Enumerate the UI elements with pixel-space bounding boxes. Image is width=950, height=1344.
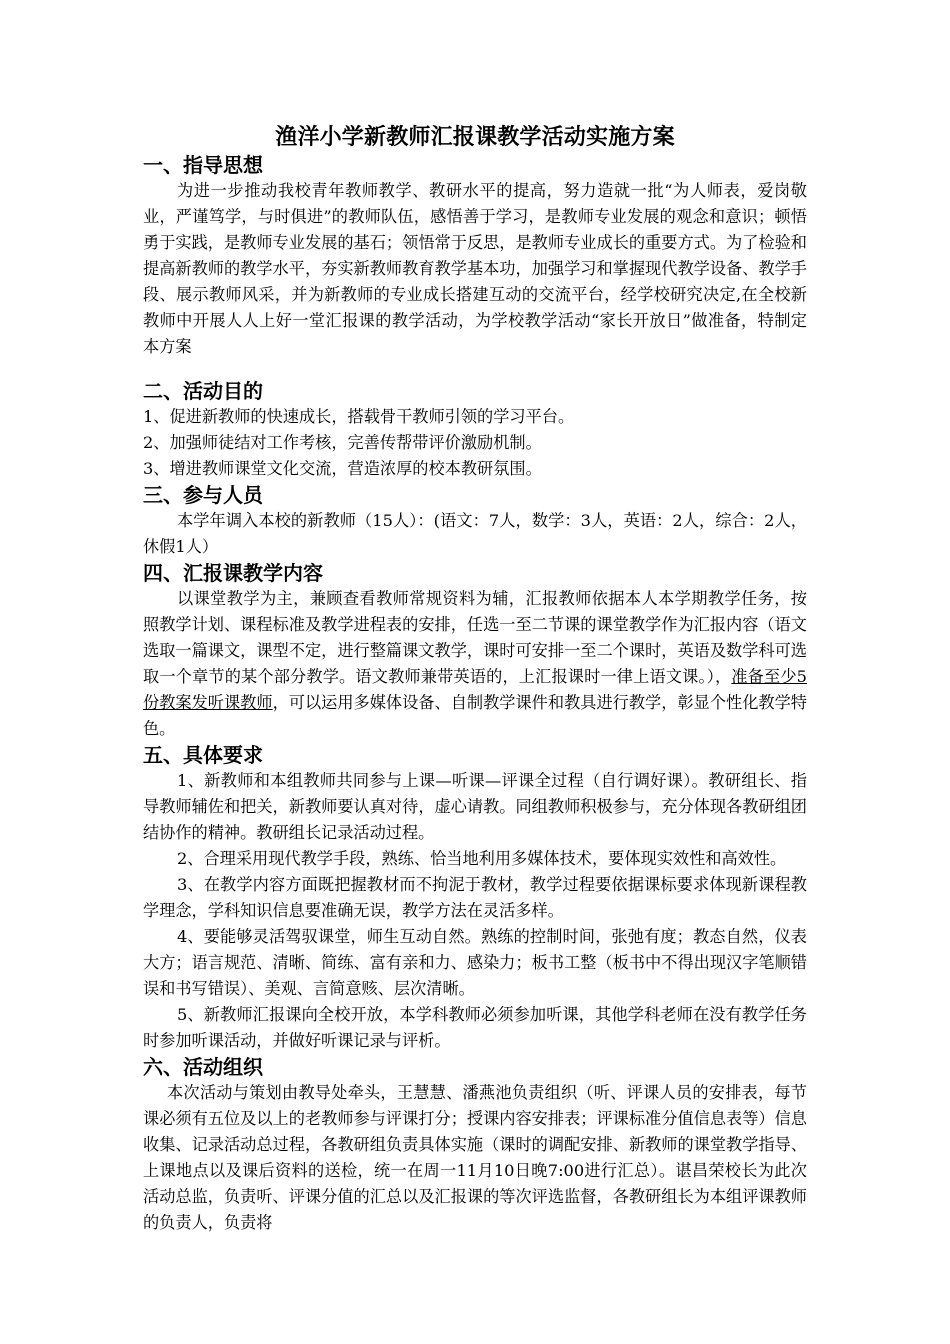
section-heading-6: 六、活动组织 bbox=[143, 1055, 263, 1079]
section-2-item-3: 3、增进教师课堂文化交流，营造浓厚的校本教研氛围。 bbox=[143, 459, 542, 478]
section-2-item-1: 1、促进新教师的快速成长，搭载骨干教师引领的学习平台。 bbox=[143, 407, 575, 426]
section-5-paragraph-4: 4、要能够灵活驾驭课堂，师生互动自然。熟练的控制时间，张弛有度；教态自然，仪表大方；语言规范、清晰、简练、富有亲和力、感染力；板书工整（板书中不得出现汉字笔顺错误和书写错误）、美观、言简意赅、层次清晰。 bbox=[143, 927, 807, 998]
section-4-underlined-text: 准备至少5份教案发听课教师 bbox=[143, 667, 807, 712]
section-5-paragraph-5: 5、新教师汇报课向全校开放，本学科教师必须参加听课，其他学科老师在没有教学任务时参加听课活动，并做好听课记录与评析。 bbox=[143, 1005, 807, 1050]
section-5-paragraph-1: 1、新教师和本组教师共同参与上课—听课—评课全过程（自行调好课）。教研组长、指导教师辅佐和把关，新教师要认真对待，虚心请教。同组教师积极参与，充分体现各教研组团结协作的精神。教研组长记录活动过程。 bbox=[143, 771, 807, 842]
section-heading-4: 四、汇报课教学内容 bbox=[143, 561, 323, 585]
section-3-paragraph: 本学年调入本校的新教师（15人）：(语文：7人，数学：3人，英语：2人，综合：2人，休假1人） bbox=[143, 511, 807, 556]
section-4-text-before: 以课堂教学为主，兼顾查看教师常规资料为辅，汇报教师依据本人本学期教学任务，按照教学计划、课程标准及教学进程表的安排，任选一至二节课的课堂教学作为汇报内容（语文选取一篇课文，课型不定，进行整篇课文教学，课时可安排一至二个课时，英语及数学科可选取一个章节的某个部分教学。语文教师兼带英语的，上汇报课时一律上语文课。）， bbox=[143, 589, 807, 686]
section-heading-2: 二、活动目的 bbox=[143, 379, 263, 403]
section-heading-1: 一、指导思想 bbox=[143, 153, 263, 177]
section-1-paragraph: 为进一步推动我校青年教师教学、教研水平的提高，努力造就一批“为人师表，爱岗敬业，严谨笃学，与时俱进”的教师队伍，感悟善于学习，是教师专业发展的观念和意识；顿悟勇于实践，是教师专业发展的基石；领悟常于反思，是教师专业成长的重要方式。为了检验和提高新教师的教学水平，夯实新教师教育教学基本功，加强学习和掌握现代教学设备、教学手段、展示教师风采，并为新教师的专业成长搭建互动的交流平台，经学校研究决定,在全校新教师中开展人人上好一堂汇报课的教学活动，为学校教学活动“家长开放日”做准备，特制定本方案 bbox=[143, 181, 807, 356]
section-2-item-2: 2、加强师徒结对工作考核，完善传帮带评价激励机制。 bbox=[143, 433, 542, 452]
spacer bbox=[143, 360, 807, 378]
section-4-paragraph bbox=[143, 586, 807, 742]
section-4-text-after: ，可以运用多媒体设备、自制教学课件和教具进行教学，彰显个性化教学特色。 bbox=[143, 693, 807, 738]
section-5-paragraph-3: 3、在教学内容方面既把握教材而不拘泥于教材，教学过程要依据课标要求体现新课程教学理念，学科知识信息要准确无误，教学方法在灵活多样。 bbox=[143, 875, 807, 920]
section-6-paragraph: 本次活动与策划由教导处牵头，王慧慧、潘燕池负责组织（听、评课人员的安排表，每节课必须有五位及以上的老教师参与评课打分；授课内容安排表；评课标准分值信息表等）信息收集、记录活动总过程，各教研组负责具体实施（课时的调配安排、新教师的课堂教学指导、上课地点以及课后资料的送检，统一在周一11月10日晚7:00进行汇总）。谌昌荣校长为此次活动总监，负责听、评课分值的汇总以及汇报课的等次评选监督，各教研组长为本组评课教师的负责人，负责将 bbox=[143, 1083, 807, 1232]
section-heading-3: 三、参与人员 bbox=[143, 483, 263, 507]
document-title: 渔洋小学新教师汇报课教学活动实施方案 bbox=[275, 124, 675, 150]
section-heading-5: 五、具体要求 bbox=[143, 743, 263, 767]
document-page bbox=[143, 118, 807, 1236]
section-5-paragraph-2: 2、合理采用现代教学手段，熟练、恰当地利用多媒体技术，要体现实效性和高效性。 bbox=[177, 849, 787, 868]
